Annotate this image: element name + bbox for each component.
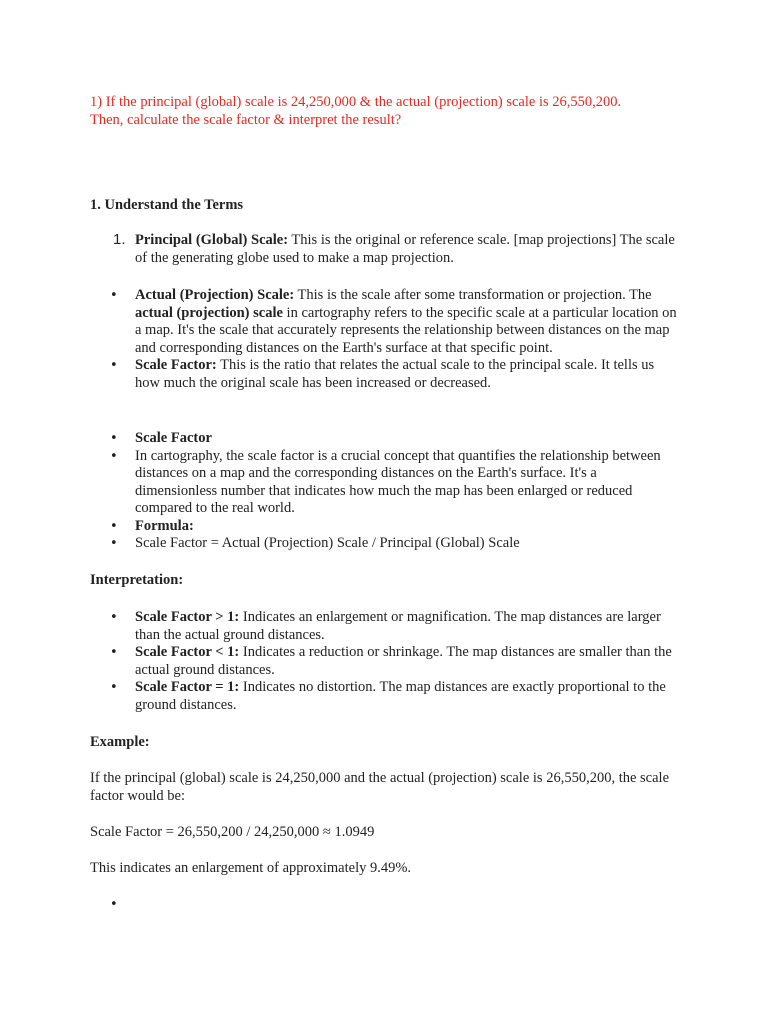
scale-factor-list <box>90 430 680 553</box>
term-label: Actual (Projection) Scale: <box>135 287 295 303</box>
example-calculation: Scale Factor = 26,550,200 / 24,250,000 ≈ 1.0949 <box>90 824 375 840</box>
bullet-icon: • <box>110 518 118 534</box>
interpretation-text: Indicates an enlargement or magnification. The map distances are larger than the actual ground distances. <box>135 609 661 643</box>
list-item <box>90 357 680 392</box>
bullet-icon: • <box>110 431 118 446</box>
bullet-icon: • <box>110 288 118 303</box>
list-item <box>90 232 680 267</box>
list-item <box>90 448 680 518</box>
question-line-2: Then, calculate the scale factor & interpret the result? <box>90 111 402 128</box>
term-label: Principal (Global) Scale: <box>135 232 289 248</box>
terms-numbered-list <box>90 232 680 267</box>
interpretation-label: Scale Factor < 1: <box>135 644 240 660</box>
interpretation-list <box>90 609 680 714</box>
term-emphasis: actual (projection) scale <box>135 304 283 321</box>
term-text: This is the ratio that relates the actual scale to the principal scale. It tells us how much the original scale has been increased or decreased. <box>135 357 655 391</box>
term-text: This is the scale after some transformation or projection. The <box>294 287 652 303</box>
list-item <box>90 535 680 553</box>
interpretation-heading: Interpretation: <box>90 572 184 588</box>
formula-text: Scale Factor = Actual (Projection) Scale / Principal (Global) Scale <box>135 535 520 551</box>
scale-factor-description: In cartography, the scale factor is a crucial concept that quantifies the relationship between distances on a map and the corresponding distances on the Earth's surface. It's a dimensionless number that indicates how much the map has been enlarged or reduced compared to the real world. <box>135 447 661 516</box>
formula-label: Formula: <box>135 517 194 534</box>
list-item <box>90 679 680 714</box>
interpretation-text: Indicates a reduction or shrinkage. The map distances are smaller than the actual ground distances. <box>135 644 672 678</box>
bullet-icon: • <box>110 358 118 373</box>
list-item <box>90 287 680 357</box>
list-number: 1. <box>113 231 126 248</box>
bullet-icon: • <box>110 680 118 695</box>
bullet-icon: • <box>110 897 118 912</box>
bullet-icon: • <box>110 536 118 551</box>
bullet-icon: • <box>110 448 118 464</box>
interpretation-label: Scale Factor > 1: <box>135 609 240 625</box>
list-item <box>90 609 680 644</box>
interpretation-text: Indicates no distortion. The map distances are exactly proportional to the ground distances. <box>135 679 666 713</box>
example-paragraph: If the principal (global) scale is 24,250,000 and the actual (projection) scale is 26,550,200, the scale factor would be: <box>90 770 670 804</box>
term-text: in cartography refers to the specific scale at a particular location on a map. It's the scale that accurately represents the relationship between distances on the map and corresponding distances on the Earth's surface at that specific point. <box>135 304 677 356</box>
list-item <box>90 430 680 448</box>
terms-bullet-list <box>90 287 680 392</box>
term-label: Scale Factor: <box>135 357 217 373</box>
example-heading: Example: <box>90 734 150 750</box>
term-text: This is the original or reference scale. [map projections] The scale of the generating globe used to make a map projection. <box>135 232 675 266</box>
question-text <box>90 94 680 129</box>
scale-factor-title: Scale Factor <box>135 430 212 446</box>
section-heading: 1. Understand the Terms <box>90 197 244 213</box>
bullet-icon: • <box>110 645 118 660</box>
bullet-icon: • <box>110 610 118 625</box>
list-item <box>90 518 680 536</box>
question-line-1: 1) If the principal (global) scale is 24,250,000 & the actual (projection) scale is 26,550,200. <box>90 94 622 110</box>
list-item <box>90 644 680 679</box>
interpretation-label: Scale Factor = 1: <box>135 679 240 695</box>
example-result: This indicates an enlargement of approximately 9.49%. <box>90 860 412 876</box>
